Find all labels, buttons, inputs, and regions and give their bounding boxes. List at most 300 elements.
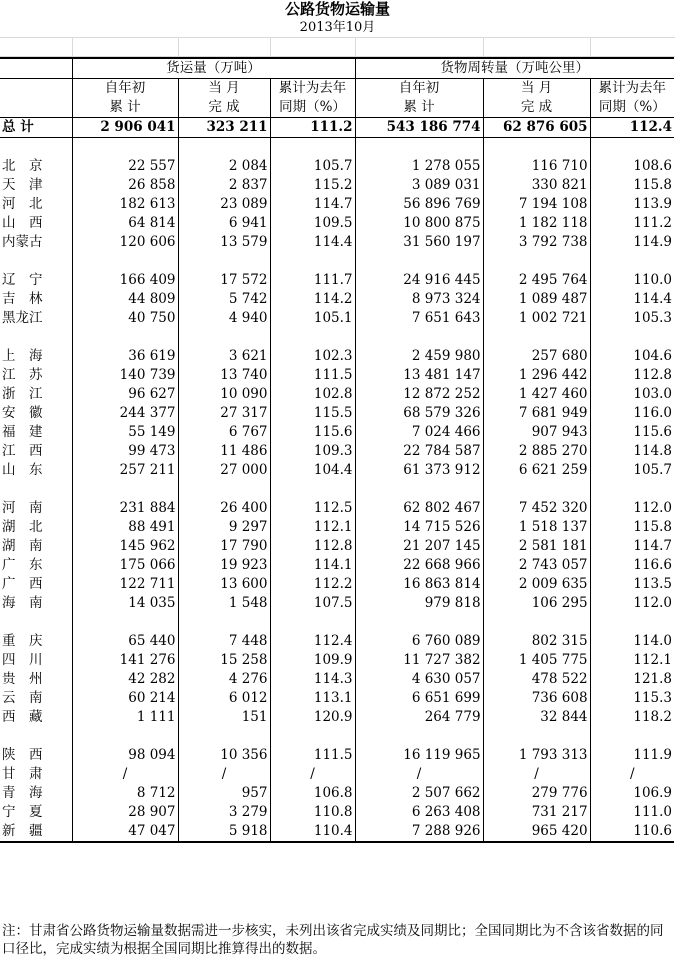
province-name: 上 海	[2, 348, 43, 364]
cell-v3: 110.8	[270, 803, 355, 822]
province-name: 天 津	[2, 177, 43, 193]
cell-v6: 103.0	[590, 385, 674, 404]
cell-v4: 31 560 197	[355, 233, 483, 252]
province-name: 河 北	[2, 196, 43, 212]
cell-v1: 64 814	[72, 214, 178, 233]
spacer-cell	[590, 480, 674, 499]
cell-v3: 112.1	[270, 518, 355, 537]
table-row	[0, 423, 674, 442]
cell-v1: 96 627	[72, 385, 178, 404]
cell-v6: 105.3	[590, 309, 674, 328]
province-name: 河 南	[2, 500, 43, 516]
cell-v6: 113.5	[590, 575, 674, 594]
cell-v4: 10 800 875	[355, 214, 483, 233]
cell-v3: 111.7	[270, 271, 355, 290]
table-row	[0, 271, 674, 290]
cell-v5: 1 793 313	[483, 746, 590, 765]
cell-v6: 116.0	[590, 404, 674, 423]
cell-v2: 27 317	[178, 404, 270, 423]
cell-v3: 114.2	[270, 290, 355, 309]
cell-v2: 17 572	[178, 271, 270, 290]
spacer-cell	[355, 613, 483, 632]
province-name: 山 东	[2, 462, 43, 478]
cell-v2: 2 084	[178, 157, 270, 176]
cell-v2: 151	[178, 708, 270, 727]
spacer-cell	[270, 252, 355, 271]
cell-v2: 957	[178, 784, 270, 803]
table-row	[0, 708, 674, 727]
cell-v1: 88 491	[72, 518, 178, 537]
total-v3: 111.2	[270, 118, 355, 138]
spacer-cell	[72, 252, 178, 271]
cell-v1: 98 094	[72, 746, 178, 765]
table-row	[0, 670, 674, 689]
table-title: 公路货物运输量	[284, 0, 390, 18]
cell-v3: 111.5	[270, 746, 355, 765]
cell-v1: 120 606	[72, 233, 178, 252]
table-row	[0, 366, 674, 385]
province-name: 青 海	[2, 785, 43, 801]
table-row	[0, 556, 674, 575]
province-name: 江 苏	[2, 367, 43, 383]
spacer-cell	[590, 727, 674, 746]
province-name: 江 西	[2, 443, 43, 459]
province-name: 宁 夏	[2, 804, 43, 820]
spacer-cell	[270, 480, 355, 499]
cell-v2: 19 923	[178, 556, 270, 575]
cell-v5: 965 420	[483, 822, 590, 842]
header-blank	[0, 98, 72, 118]
spacer-cell	[0, 480, 72, 499]
cell-v3: 105.7	[270, 157, 355, 176]
cell-v1: 42 282	[72, 670, 178, 689]
total-v1: 2 906 041	[72, 118, 178, 138]
cell-v1: 175 066	[72, 556, 178, 575]
cell-v5: 478 522	[483, 670, 590, 689]
header-ratio-1: 累计为去年	[270, 79, 355, 99]
cell-v5: 2 581 181	[483, 537, 590, 556]
total-v4: 543 186 774	[355, 118, 483, 138]
spacer-cell	[72, 480, 178, 499]
province-name: 甘 肃	[2, 766, 43, 782]
cell-v6: 112.1	[590, 651, 674, 670]
cell-v5: 1 089 487	[483, 290, 590, 309]
cell-v2: 4 940	[178, 309, 270, 328]
cell-v6: 105.7	[590, 461, 674, 480]
cell-v4: 2 507 662	[355, 784, 483, 803]
table-row	[0, 195, 674, 214]
cell-v4: 6 651 699	[355, 689, 483, 708]
spacer-cell	[483, 727, 590, 746]
table-row	[0, 404, 674, 423]
cell-v1: 40 750	[72, 309, 178, 328]
cell-v3: 120.9	[270, 708, 355, 727]
table-subtitle: 2013年10月	[299, 20, 376, 35]
cell-v6: 115.8	[590, 518, 674, 537]
cell-v4: 7 288 926	[355, 822, 483, 842]
cell-v2: 5 742	[178, 290, 270, 309]
spacer-cell	[72, 613, 178, 632]
cell-v3: 107.5	[270, 594, 355, 613]
spacer-cell	[483, 613, 590, 632]
cell-v1: 44 809	[72, 290, 178, 309]
cell-v5: 257 680	[483, 347, 590, 366]
total-v6: 112.4	[590, 118, 674, 138]
province-name: 云 南	[2, 690, 43, 706]
cell-v2: 9 297	[178, 518, 270, 537]
province-name: 陕 西	[2, 747, 43, 763]
cell-v2: 10 356	[178, 746, 270, 765]
cell-v2: 13 579	[178, 233, 270, 252]
cell-v4: 8 973 324	[355, 290, 483, 309]
cell-v3: 102.3	[270, 347, 355, 366]
spreadsheet-gridlines	[0, 37, 675, 57]
cell-v6: 112.0	[590, 594, 674, 613]
cell-v6: 113.9	[590, 195, 674, 214]
cell-v1: 145 962	[72, 537, 178, 556]
cell-v5: 2 743 057	[483, 556, 590, 575]
cell-v1: 257 211	[72, 461, 178, 480]
spacer-row	[0, 480, 674, 499]
cell-v5: 3 792 738	[483, 233, 590, 252]
cell-v4: 2 459 980	[355, 347, 483, 366]
cell-v6: 118.2	[590, 708, 674, 727]
header-month-2: 当 月	[483, 79, 590, 99]
province-name: 黑龙江	[2, 310, 43, 326]
cell-v5: 330 821	[483, 176, 590, 195]
cell-v3: 110.4	[270, 822, 355, 842]
cell-v3: 104.4	[270, 461, 355, 480]
province-name: 重 庆	[2, 633, 43, 649]
spacer-cell	[178, 480, 270, 499]
spacer-cell	[270, 138, 355, 158]
cell-v2: 7 448	[178, 632, 270, 651]
cell-v6: 110.6	[590, 822, 674, 842]
spacer-cell	[0, 727, 72, 746]
cell-v1: 65 440	[72, 632, 178, 651]
cell-v1: 26 858	[72, 176, 178, 195]
cell-v2: 27 000	[178, 461, 270, 480]
cell-v1: 231 884	[72, 499, 178, 518]
cell-v6: 114.0	[590, 632, 674, 651]
cell-v5: 1 002 721	[483, 309, 590, 328]
cell-v5: 7 194 108	[483, 195, 590, 214]
cell-v1: 28 907	[72, 803, 178, 822]
spacer-cell	[178, 138, 270, 158]
spacer-cell	[72, 328, 178, 347]
spacer-cell	[270, 613, 355, 632]
cell-v6: 116.6	[590, 556, 674, 575]
cell-v2: 6 941	[178, 214, 270, 233]
cell-v5: 7 452 320	[483, 499, 590, 518]
province-name: 山 西	[2, 215, 43, 231]
cell-v1: 1 111	[72, 708, 178, 727]
table-row	[0, 784, 674, 803]
header-ytd-2: 自年初	[355, 79, 483, 99]
province-name: 广 东	[2, 557, 43, 573]
cell-v6: 111.9	[590, 746, 674, 765]
spacer-cell	[355, 727, 483, 746]
cell-v4: 68 579 326	[355, 404, 483, 423]
spacer-cell	[483, 480, 590, 499]
cell-v3: 112.8	[270, 537, 355, 556]
header-row-sub1	[0, 79, 674, 99]
table-row	[0, 822, 674, 842]
table-row	[0, 499, 674, 518]
cell-v1: 244 377	[72, 404, 178, 423]
spacer-cell	[72, 727, 178, 746]
cell-v5: 2 495 764	[483, 271, 590, 290]
province-name: 内蒙古	[2, 234, 43, 250]
cell-v2: 23 089	[178, 195, 270, 214]
cell-v6: 110.0	[590, 271, 674, 290]
cell-v4: 16 119 965	[355, 746, 483, 765]
cell-v3: 115.5	[270, 404, 355, 423]
cell-v5: 1 427 460	[483, 385, 590, 404]
province-name: 广 西	[2, 576, 43, 592]
spacer-cell	[0, 328, 72, 347]
header-blank	[0, 79, 72, 99]
cell-v4: 62 802 467	[355, 499, 483, 518]
table-row	[0, 347, 674, 366]
province-name: 海 南	[2, 595, 43, 611]
table-row	[0, 157, 674, 176]
header-ratio-1b: 同期（%）	[270, 98, 355, 118]
table-row	[0, 689, 674, 708]
cell-v3: 105.1	[270, 309, 355, 328]
cell-v3: 115.6	[270, 423, 355, 442]
spacer-cell	[355, 138, 483, 158]
header-blank	[0, 58, 72, 79]
cell-v4: 6 760 089	[355, 632, 483, 651]
cell-v1: /	[72, 765, 178, 784]
cell-v6: 112.8	[590, 366, 674, 385]
cell-v5: 106 295	[483, 594, 590, 613]
cell-v3: 111.5	[270, 366, 355, 385]
cell-v5: 2 009 635	[483, 575, 590, 594]
cell-v5: 1 518 137	[483, 518, 590, 537]
spacer-cell	[590, 613, 674, 632]
cell-v6: 112.0	[590, 499, 674, 518]
cell-v3: 112.4	[270, 632, 355, 651]
cell-v5: 736 608	[483, 689, 590, 708]
header-row-sub2	[0, 98, 674, 118]
cell-v6: 114.9	[590, 233, 674, 252]
header-month-2b: 完 成	[483, 98, 590, 118]
table-row	[0, 803, 674, 822]
cell-v6: 114.7	[590, 537, 674, 556]
table-row	[0, 632, 674, 651]
cell-v4: 24 916 445	[355, 271, 483, 290]
cell-v6: /	[590, 765, 674, 784]
table-row	[0, 176, 674, 195]
spacer-cell	[270, 328, 355, 347]
spacer-cell	[270, 727, 355, 746]
spacer-cell	[0, 252, 72, 271]
cell-v6: 115.8	[590, 176, 674, 195]
cell-v3: /	[270, 765, 355, 784]
cell-v3: 114.3	[270, 670, 355, 689]
total-row	[0, 118, 674, 138]
cell-v4: 12 872 252	[355, 385, 483, 404]
cell-v1: 182 613	[72, 195, 178, 214]
table-row	[0, 651, 674, 670]
spacer-cell	[355, 480, 483, 499]
cell-v5: 116 710	[483, 157, 590, 176]
cell-v4: 3 089 031	[355, 176, 483, 195]
cell-v2: 2 837	[178, 176, 270, 195]
cell-v6: 106.9	[590, 784, 674, 803]
cell-v3: 102.8	[270, 385, 355, 404]
table-row	[0, 518, 674, 537]
cell-v1: 122 711	[72, 575, 178, 594]
spacer-row	[0, 727, 674, 746]
cell-v3: 109.5	[270, 214, 355, 233]
cell-v4: 7 651 643	[355, 309, 483, 328]
cell-v1: 36 619	[72, 347, 178, 366]
cell-v2: 3 621	[178, 347, 270, 366]
spacer-cell	[483, 252, 590, 271]
province-name: 辽 宁	[2, 272, 43, 288]
province-name: 湖 南	[2, 538, 43, 554]
province-name: 福 建	[2, 424, 43, 440]
header-month-1b: 完 成	[178, 98, 270, 118]
cell-v4: 6 263 408	[355, 803, 483, 822]
cell-v4: 14 715 526	[355, 518, 483, 537]
spacer-cell	[178, 727, 270, 746]
cell-v4: 61 373 912	[355, 461, 483, 480]
header-ytd-1b: 累 计	[72, 98, 178, 118]
table-row	[0, 442, 674, 461]
spacer-cell	[590, 328, 674, 347]
header-ytd-1: 自年初	[72, 79, 178, 99]
province-name: 北 京	[2, 158, 43, 174]
spacer-cell	[483, 138, 590, 158]
cell-v2: 13 600	[178, 575, 270, 594]
spacer-cell	[178, 328, 270, 347]
total-label: 总 计	[0, 118, 72, 138]
cell-v3: 112.2	[270, 575, 355, 594]
cell-v1: 60 214	[72, 689, 178, 708]
cell-v5: 907 943	[483, 423, 590, 442]
cell-v1: 47 047	[72, 822, 178, 842]
spacer-cell	[355, 252, 483, 271]
province-name: 吉 林	[2, 291, 43, 307]
spacer-cell	[0, 613, 72, 632]
table-row	[0, 461, 674, 480]
cell-v5: 1 405 775	[483, 651, 590, 670]
cell-v1: 8 712	[72, 784, 178, 803]
table-row	[0, 309, 674, 328]
cell-v4: 979 818	[355, 594, 483, 613]
spacer-cell	[590, 138, 674, 158]
cell-v6: 114.4	[590, 290, 674, 309]
cell-v4: 56 896 769	[355, 195, 483, 214]
cell-v5: 6 621 259	[483, 461, 590, 480]
cell-v4: /	[355, 765, 483, 784]
header-freight-turnover: 货物周转量（万吨公里）	[355, 58, 674, 79]
cell-v6: 121.8	[590, 670, 674, 689]
table-row	[0, 290, 674, 309]
cell-v5: 731 217	[483, 803, 590, 822]
cell-v2: /	[178, 765, 270, 784]
spacer-cell	[483, 328, 590, 347]
cell-v4: 16 863 814	[355, 575, 483, 594]
cell-v2: 26 400	[178, 499, 270, 518]
cell-v5: 802 315	[483, 632, 590, 651]
table-row	[0, 385, 674, 404]
cell-v4: 22 784 587	[355, 442, 483, 461]
cell-v3: 114.1	[270, 556, 355, 575]
cell-v3: 113.1	[270, 689, 355, 708]
cell-v4: 11 727 382	[355, 651, 483, 670]
province-name: 西 藏	[2, 709, 43, 725]
cell-v2: 15 258	[178, 651, 270, 670]
cell-v5: 279 776	[483, 784, 590, 803]
header-month-1: 当 月	[178, 79, 270, 99]
cell-v5: 32 844	[483, 708, 590, 727]
province-name: 湖 北	[2, 519, 43, 535]
spacer-cell	[0, 138, 72, 158]
cell-v4: 22 668 966	[355, 556, 483, 575]
cell-v2: 6 767	[178, 423, 270, 442]
header-row-groups	[0, 58, 674, 79]
cell-v5: 7 681 949	[483, 404, 590, 423]
cell-v2: 17 790	[178, 537, 270, 556]
cell-v3: 112.5	[270, 499, 355, 518]
cell-v4: 4 630 057	[355, 670, 483, 689]
cell-v6: 115.6	[590, 423, 674, 442]
cell-v3: 106.8	[270, 784, 355, 803]
province-name: 浙 江	[2, 386, 43, 402]
cell-v5: 1 296 442	[483, 366, 590, 385]
cell-v4: 13 481 147	[355, 366, 483, 385]
cell-v2: 6 012	[178, 689, 270, 708]
cell-v3: 109.3	[270, 442, 355, 461]
cell-v1: 14 035	[72, 594, 178, 613]
cell-v1: 140 739	[72, 366, 178, 385]
province-name: 安 徽	[2, 405, 43, 421]
cell-v6: 108.6	[590, 157, 674, 176]
spacer-cell	[72, 138, 178, 158]
spacer-cell	[355, 328, 483, 347]
cell-v5: /	[483, 765, 590, 784]
cell-v3: 114.4	[270, 233, 355, 252]
total-v2: 323 211	[178, 118, 270, 138]
cell-v2: 13 740	[178, 366, 270, 385]
cell-v5: 1 182 118	[483, 214, 590, 233]
spacer-row	[0, 252, 674, 271]
spacer-row	[0, 613, 674, 632]
table-row	[0, 746, 674, 765]
table-row	[0, 765, 674, 784]
header-freight-volume: 货运量（万吨）	[72, 58, 355, 79]
table-row	[0, 214, 674, 233]
cell-v1: 22 557	[72, 157, 178, 176]
cell-v6: 111.2	[590, 214, 674, 233]
province-name: 新 疆	[0, 822, 72, 842]
spacer-cell	[178, 613, 270, 632]
cell-v1: 141 276	[72, 651, 178, 670]
cell-v2: 11 486	[178, 442, 270, 461]
cell-v5: 2 885 270	[483, 442, 590, 461]
spacer-row	[0, 328, 674, 347]
cell-v6: 115.3	[590, 689, 674, 708]
cell-v1: 55 149	[72, 423, 178, 442]
spacer-cell	[590, 252, 674, 271]
cell-v4: 264 779	[355, 708, 483, 727]
cell-v2: 3 279	[178, 803, 270, 822]
